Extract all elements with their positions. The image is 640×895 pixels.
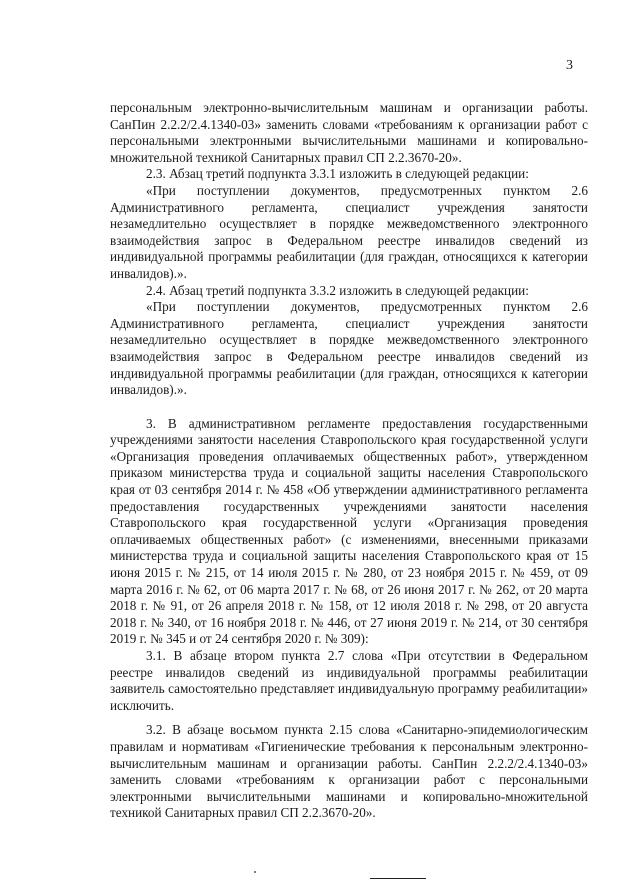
- paragraph-2-4-quote: «При поступлении документов, предусмотренных пунктом 2.6 Административного регламента, специалист учреждения занятости незамедлительно осуществляет в порядке межведомственного электронного взаимодействия запрос в Федеральном реестре инвалидов сведений из индивидуальной программы реабилитации (для граждан, относящихся к категории инвалидов).».: [110, 299, 588, 398]
- paragraph-3-2: 3.2. В абзаце восьмом пункта 2.15 слова «Санитарно-эпидемиологическим правилам и нормативам «Гигиенические требования к персональным электронно-вычислительным машинам и организации работы. СанПин 2.2.2/2.4.1340-03» заменить словами «требованиям к организации работ с персональными электронными вычислительными машинами и копировально-множительной техникой Санитарных правил СП 2.2.3670-20».: [110, 722, 588, 821]
- page-number: 3: [566, 58, 573, 73]
- section-gap: [110, 399, 588, 416]
- paragraph-gap: [110, 714, 588, 722]
- paragraph-2-3-quote: «При поступлении документов, предусмотренных пунктом 2.6 Административного регламента, специалист учреждения занятости незамедлительно осуществляет в порядке межведомственного электронного взаимодействия запрос в Федеральном реестре инвалидов сведений из индивидуальной программы реабилитации (для граждан, относящихся к категории инвалидов).».: [110, 182, 588, 281]
- scan-mark: [254, 871, 256, 873]
- paragraph-2-4: 2.4. Абзац третий подпункта 3.3.2 изложить в следующей редакции:: [146, 282, 529, 298]
- paragraph-3: 3. В административном регламенте предоставления государственными учреждениями занятости населения Ставропольского края государственной услуги «Организация проведения оплачиваемых общественных работ», утвержденном приказом министерства труда и социальной защиты населения Ставропольского края от 03 сентября 2014 г. № 458 «Об утверждении административного регламента предоставления государственных учреждениями занятости населения Ставропольского края государственной услуги «Организация проведения оплачиваемых общественных работ» (с изменениями, внесенными приказами министерства труда и социальной защиты населения Ставропольского края от 15 июня 2015 г. № 215, от 14 июля 2015 г. № 280, от 23 ноября 2015 г. № 459, от 09 марта 2016 г. № 62, от 06 марта 2017 г. № 68, от 26 июня 2017 г. № 262, от 20 марта 2018 г. № 91, от 26 апреля 2018 г. № 158, от 12 июля 2018 г. № 298, от 20 августа 2018 г. № 340, от 16 ноября 2018 г. № 446, от 27 июня 2019 г. № 214, от 30 сентября 2019 г. № 345 и от 24 сентября 2020 г. № 309):: [110, 415, 588, 647]
- paragraph-continuation: персональным электронно-вычислительным машинам и организации работы. СанПин 2.2.2/2.4.1340-03» заменить словами «требованиям к организации работ с персональными электронными вычислительными машинами и копировально-множительной техникой Санитарных правил СП 2.2.3670-20».: [110, 100, 588, 165]
- document-body: [110, 100, 588, 822]
- paragraph-2-3: 2.3. Абзац третий подпункта 3.3.1 изложить в следующей редакции:: [146, 166, 529, 182]
- footer-rule: [370, 878, 426, 879]
- paragraph-3-1: 3.1. В абзаце втором пункта 2.7 слова «При отсутствии в Федеральном реестре инвалидов сведений из индивидуальной программы реабилитации заявитель самостоятельно представляет индивидуальную программу реабилитации» исключить.: [110, 648, 588, 713]
